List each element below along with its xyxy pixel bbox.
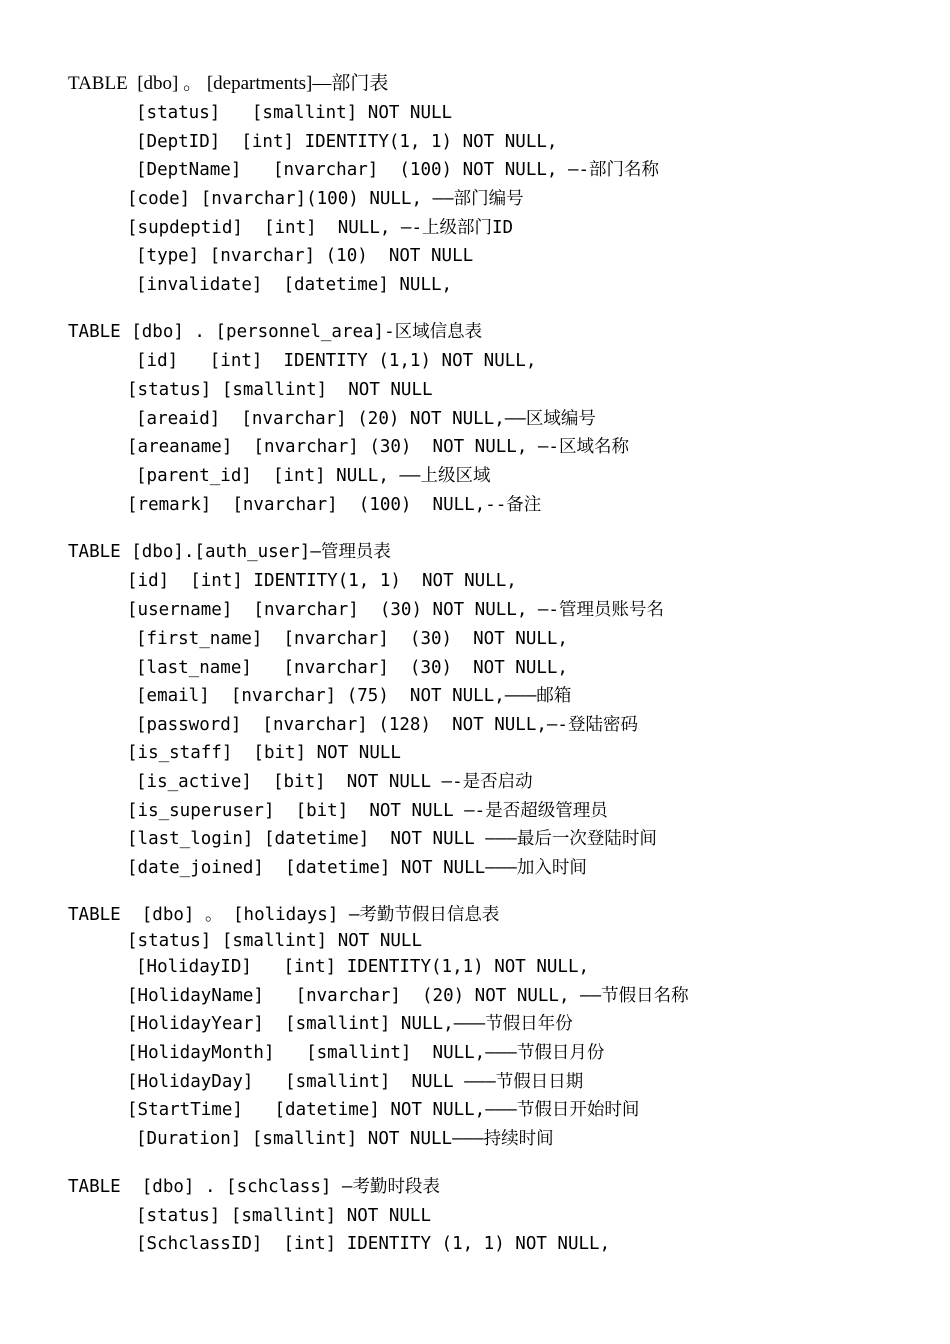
field-line: [type] [nvarchar] (10) NOT NULL (136, 246, 474, 266)
field-line: [is_staff] [bit] NOT NULL (127, 743, 401, 763)
field-line: [StartTime] [datetime] NOT NULL,———节假日开始时间 (127, 1100, 640, 1120)
field-line: [email] [nvarchar] (75) NOT NULL,———邮箱 (136, 686, 572, 706)
field-line: [invalidate] [datetime] NULL, (136, 275, 453, 295)
field-line: [last_name] [nvarchar] (30) NOT NULL, (136, 658, 568, 678)
table-header-holidays: TABLE [dbo] 。 [holidays] —考勤节假日信息表 (68, 905, 500, 925)
field-line: [first_name] [nvarchar] (30) NOT NULL, (136, 629, 568, 649)
field-line: [password] [nvarchar] (128) NOT NULL,—-登陆密码 (136, 715, 638, 735)
field-line: [DeptName] [nvarchar] (100) NOT NULL, —-部门名称 (136, 160, 660, 180)
field-line: [HolidayID] [int] IDENTITY(1,1) NOT NULL, (136, 957, 590, 977)
table-header-auth-user: TABLE [dbo].[auth_user]—管理员表 (68, 542, 391, 562)
field-line: [code] [nvarchar](100) NULL, ——部门编号 (127, 189, 524, 209)
field-line: [HolidayMonth] [smallint] NULL,———节假日月份 (127, 1043, 605, 1063)
field-line: [areaname] [nvarchar] (30) NOT NULL, —-区域名称 (127, 437, 629, 457)
table-header-departments: TABLE [dbo] 。 [departments]—部门表 (68, 73, 389, 94)
field-line: [id] [int] IDENTITY(1, 1) NOT NULL, (127, 571, 517, 591)
field-line: [remark] [nvarchar] (100) NULL,--备注 (127, 495, 542, 515)
field-line: [DeptID] [int] IDENTITY(1, 1) NOT NULL, (136, 132, 558, 152)
field-line: [HolidayYear] [smallint] NULL,———节假日年份 (127, 1014, 573, 1034)
field-line: [parent_id] [int] NULL, ——上级区域 (136, 466, 491, 486)
field-line: [status] [smallint] NOT NULL (127, 931, 423, 951)
table-header-personnel-area: TABLE [dbo] . [personnel_area]-区域信息表 (68, 322, 483, 342)
table-header-schclass: TABLE [dbo] . [schclass] —考勤时段表 (68, 1177, 440, 1197)
field-line: [last_login] [datetime] NOT NULL ———最后一次登陆时间 (127, 829, 657, 849)
field-line: [HolidayName] [nvarchar] (20) NOT NULL, ——节假日名称 (127, 986, 689, 1006)
field-line: [Duration] [smallint] NOT NULL———持续时间 (136, 1129, 554, 1149)
field-line: [is_active] [bit] NOT NULL —-是否启动 (136, 772, 533, 792)
field-line: [status] [smallint] NOT NULL (136, 103, 453, 123)
field-line: [HolidayDay] [smallint] NULL ———节假日日期 (127, 1072, 584, 1092)
field-line: [status] [smallint] NOT NULL (127, 380, 433, 400)
field-line: [is_superuser] [bit] NOT NULL —-是否超级管理员 (127, 801, 608, 821)
field-line: [areaid] [nvarchar] (20) NOT NULL,——区域编号 (136, 409, 596, 429)
field-line: [username] [nvarchar] (30) NOT NULL, —-管理员账号名 (127, 600, 664, 620)
field-line: [supdeptid] [int] NULL, —-上级部门ID (127, 218, 514, 238)
field-line: [SchclassID] [int] IDENTITY (1, 1) NOT NULL, (136, 1234, 611, 1254)
field-line: [date_joined] [datetime] NOT NULL———加入时间 (127, 858, 587, 878)
field-line: [status] [smallint] NOT NULL (136, 1206, 432, 1226)
field-line: [id] [int] IDENTITY (1,1) NOT NULL, (136, 351, 537, 371)
